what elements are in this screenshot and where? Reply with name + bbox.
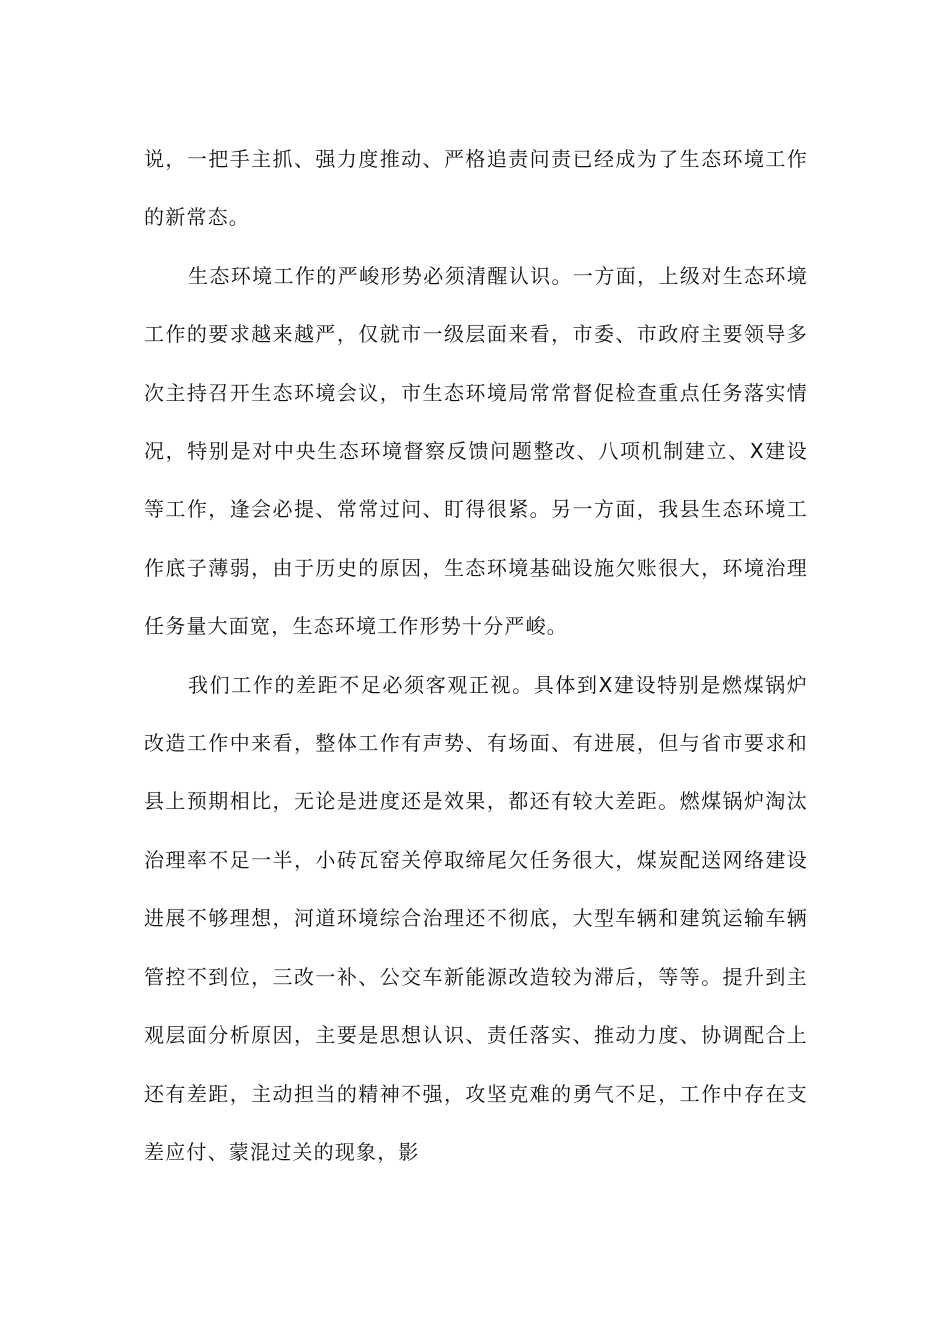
paragraph-2: 生态环境工作的严峻形势必须清醒认识。一方面，上级对生态环境工作的要求越来越严，仅就市一级层面来看，市委、市政府主要领导多次主持召开生态环境会议，市生态环境局常常督促检查重点任务落实情况，特别是对中央生态环境督察反馈问题整改、八项机制建立、X建设等工作，逢会必提、常常过问、盯得很紧。另一方面，我县生态环境工作底子薄弱，由于历史的原因，生态环境基础设施欠账很大，环境治理任务量大面宽，生态环境工作形势十分严峻。 — [144, 263, 808, 639]
paragraph-3: 我们工作的差距不足必须客观正视。具体到X建设特别是燃煤锅炉改造工作中来看，整体工作有声势、有场面、有进展，但与省市要求和县上预期相比，无论是进度还是效果，都还有较大差距。燃煤锅炉淘汰治理率不足一半，小砖瓦窑关停取缔尾欠任务很大，煤炭配送网络建设进展不够理想，河道环境综合治理还不彻底，大型车辆和建筑运输车辆管控不到位，三改一补、公交车新能源改造较为滞后，等等。提升到主观层面分析原因，主要是思想认识、责任落实、推动力度、协调配合上还有差距，主动担当的精神不强，攻坚克难的勇气不足，工作中存在支差应付、蒙混过关的现象，影 — [144, 672, 808, 1164]
document-body — [144, 130, 808, 1181]
paragraph-1: 说，一把手主抓、强力度推动、严格追责问责已经成为了生态环境工作的新常态。 — [144, 147, 808, 230]
